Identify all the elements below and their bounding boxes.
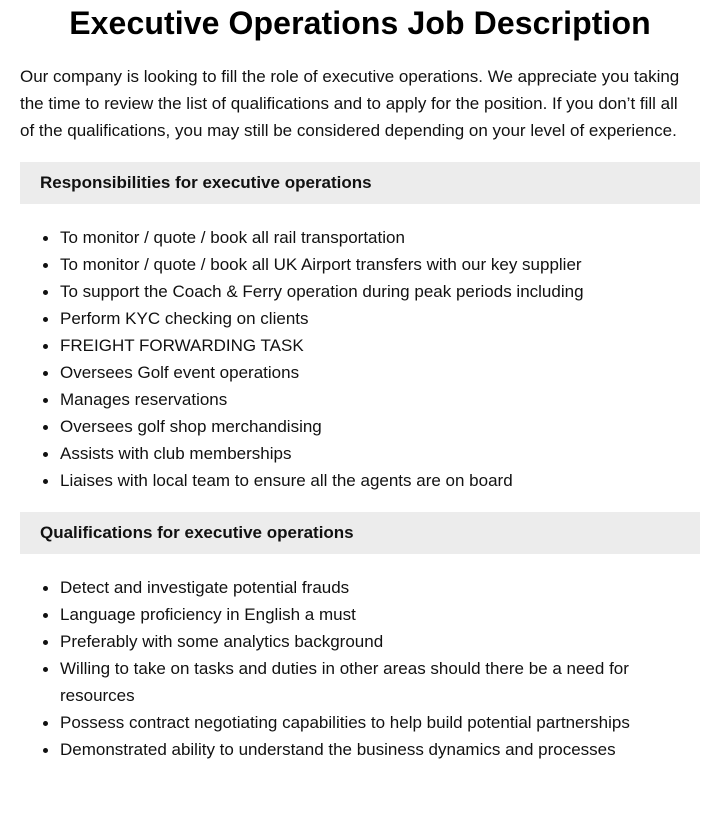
qualifications-list xyxy=(20,574,700,763)
list-item: Assists with club memberships xyxy=(60,440,696,467)
list-item: Detect and investigate potential frauds xyxy=(60,574,696,601)
responsibilities-heading: Responsibilities for executive operations xyxy=(20,162,700,204)
intro-paragraph: Our company is looking to fill the role of executive operations. We appreciate you taking the time to review the list of qualifications and to apply for the position. If you don’t fill all of the qualifications, you may still be considered depending on your level of experience. xyxy=(20,67,680,140)
list-item: Manages reservations xyxy=(60,386,696,413)
qualifications-heading: Qualifications for executive operations xyxy=(20,512,700,554)
list-item: Willing to take on tasks and duties in other areas should there be a need for resources xyxy=(60,655,696,709)
list-item: To monitor / quote / book all UK Airport transfers with our key supplier xyxy=(60,251,696,278)
list-item: Possess contract negotiating capabilities to help build potential partnerships xyxy=(60,709,696,736)
list-item: FREIGHT FORWARDING TASK xyxy=(60,332,696,359)
page-title: Executive Operations Job Description xyxy=(69,5,651,41)
list-item: Oversees golf shop merchandising xyxy=(60,413,696,440)
list-item: Liaises with local team to ensure all the agents are on board xyxy=(60,467,696,494)
list-item: Oversees Golf event operations xyxy=(60,359,696,386)
list-item: Language proficiency in English a must xyxy=(60,601,696,628)
responsibilities-list xyxy=(20,224,700,494)
list-item: To support the Coach & Ferry operation during peak periods including xyxy=(60,278,696,305)
list-item: Demonstrated ability to understand the business dynamics and processes xyxy=(60,736,696,763)
list-item: Perform KYC checking on clients xyxy=(60,305,696,332)
list-item: To monitor / quote / book all rail transportation xyxy=(60,224,696,251)
list-item: Preferably with some analytics background xyxy=(60,628,696,655)
